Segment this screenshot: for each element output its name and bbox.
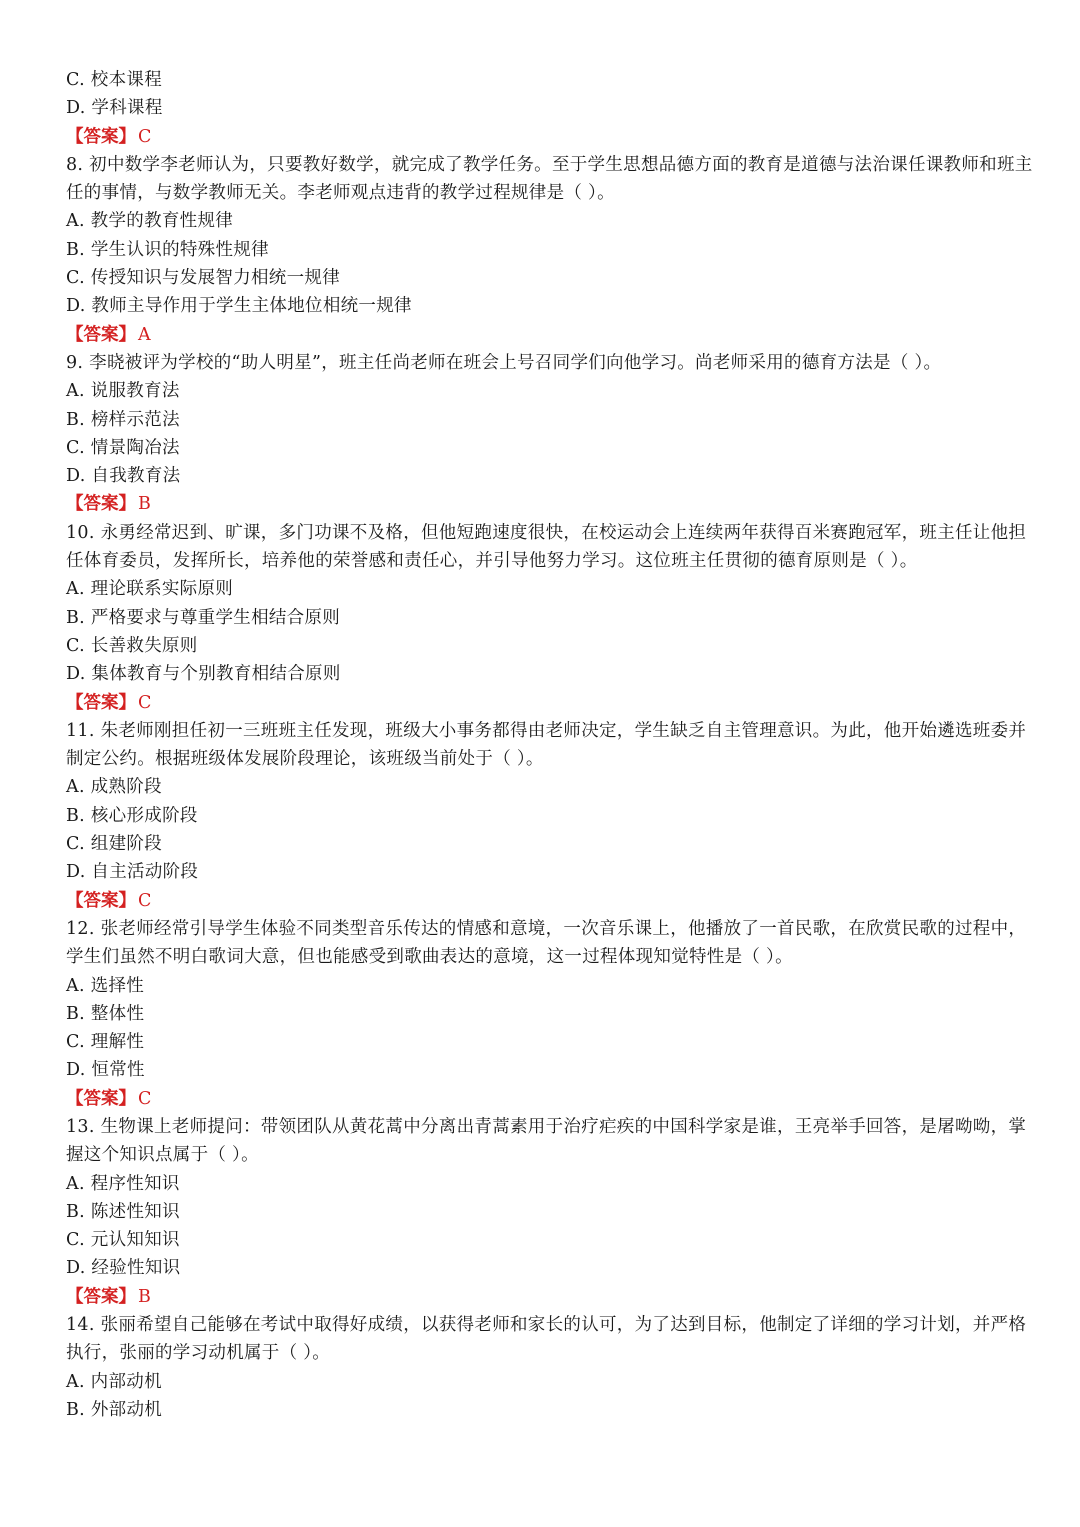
option-line: B. 榜样示范法 [66, 409, 180, 430]
option-line: C. 传授知识与发展智力相统一规律 [66, 268, 340, 289]
option-line: D. 经验性知识 [66, 1258, 181, 1279]
answer-label: 【答案】 [66, 324, 136, 345]
answer-line [66, 321, 1038, 349]
answer-value: C [138, 692, 152, 713]
option-line: B. 核心形成阶段 [66, 805, 198, 826]
option-line: A. 理论联系实际原则 [66, 579, 234, 600]
answer-label: 【答案】 [66, 494, 136, 515]
option-line: C. 组建阶段 [66, 834, 162, 855]
answer-label: 【答案】 [66, 126, 136, 147]
answer-value: B [138, 494, 151, 515]
option-line: D. 学科课程 [66, 98, 163, 119]
answer-value: B [138, 1286, 151, 1307]
option-line: A. 程序性知识 [66, 1173, 180, 1194]
option-line: A. 成熟阶段 [66, 777, 162, 798]
option-line: A. 教学的教育性规律 [66, 211, 234, 232]
answer-line [66, 1085, 1038, 1113]
answer-value: C [138, 1088, 152, 1109]
answer-line [66, 689, 1038, 717]
answer-label: 【答案】 [66, 1286, 136, 1307]
option-line: B. 整体性 [66, 1003, 145, 1024]
option-line: D. 集体教育与个别教育相结合原则 [66, 664, 341, 685]
question-stem: 10. 永勇经常迟到、旷课，多门功课不及格，但他短跑速度很快，在校运动会上连续两年获得百米赛跑冠军，班主任让他担任体育委员，发挥所长，培养他的荣誉感和责任心，并引导他努力学习。这位班主任贯彻的德育原则是（ ）。 [66, 522, 1027, 572]
option-line: A. 选择性 [66, 975, 145, 996]
answer-value: C [138, 126, 152, 147]
option-line: D. 教师主导作用于学生主体地位相统一规律 [66, 296, 412, 317]
option-line: B. 外部动机 [66, 1399, 163, 1420]
answer-line [66, 1283, 1038, 1311]
answer-value: A [138, 324, 151, 345]
answer-label: 【答案】 [66, 890, 136, 911]
answer-line [66, 123, 1038, 151]
option-line: B. 陈述性知识 [66, 1201, 180, 1222]
question-stem: 13. 生物课上老师提问：带领团队从黄花蒿中分离出青蒿素用于治疗疟疾的中国科学家是谁，王亮举手回答，是屠呦呦，掌握这个知识点属于（ ）。 [66, 1116, 1027, 1166]
answer-line [66, 490, 1038, 518]
option-line: C. 长善救失原则 [66, 635, 198, 656]
option-line: B. 严格要求与尊重学生相结合原则 [66, 607, 341, 628]
question-stem: 14. 张丽希望自己能够在考试中取得好成绩，以获得老师和家长的认可，为了达到目标，他制定了详细的学习计划，并严格执行，张丽的学习动机属于（ ）。 [66, 1315, 1027, 1364]
answer-label: 【答案】 [66, 692, 136, 713]
option-line: A. 说服教育法 [66, 381, 180, 402]
option-line: C. 情景陶冶法 [66, 437, 180, 458]
question-stem: 11. 朱老师刚担任初一三班班主任发现，班级大小事务都得由老师决定，学生缺乏自主管理意识。为此，他开始遴选班委并制定公约。根据班级体发展阶段理论，该班级当前处于（ ）。 [66, 720, 1027, 770]
option-line: C. 理解性 [66, 1032, 145, 1053]
question-stem: 12. 张老师经常引导学生体验不同类型音乐传达的情感和意境，一次音乐课上，他播放了一首民歌，在欣赏民歌的过程中，学生们虽然不明白歌词大意，但也能感受到歌曲表达的意境，这一过程体现知觉特性是（ ）。 [66, 918, 1027, 968]
option-line: D. 恒常性 [66, 1060, 145, 1081]
answer-line [66, 887, 1038, 915]
question-stem: 8. 初中数学李老师认为，只要教好数学，就完成了教学任务。至于学生思想品德方面的教育是道德与法治课任课教师和班主任的事情，与数学教师无关。李老师观点违背的教学过程规律是（ ）。 [66, 154, 1033, 204]
option-line: D. 自主活动阶段 [66, 862, 199, 883]
exam-page [66, 66, 1038, 1424]
answer-value: C [138, 890, 152, 911]
option-line: D. 自我教育法 [66, 466, 181, 487]
option-line: C. 校本课程 [66, 70, 162, 90]
question-stem: 9. 李晓被评为学校的“助人明星”，班主任尚老师在班会上号召同学们向他学习。尚老师采用的德育方法是（ ）。 [66, 352, 942, 373]
answer-label: 【答案】 [66, 1088, 136, 1109]
option-line: B. 学生认识的特殊性规律 [66, 239, 269, 260]
option-line: C. 元认知知识 [66, 1230, 180, 1251]
option-line: A. 内部动机 [66, 1371, 162, 1392]
